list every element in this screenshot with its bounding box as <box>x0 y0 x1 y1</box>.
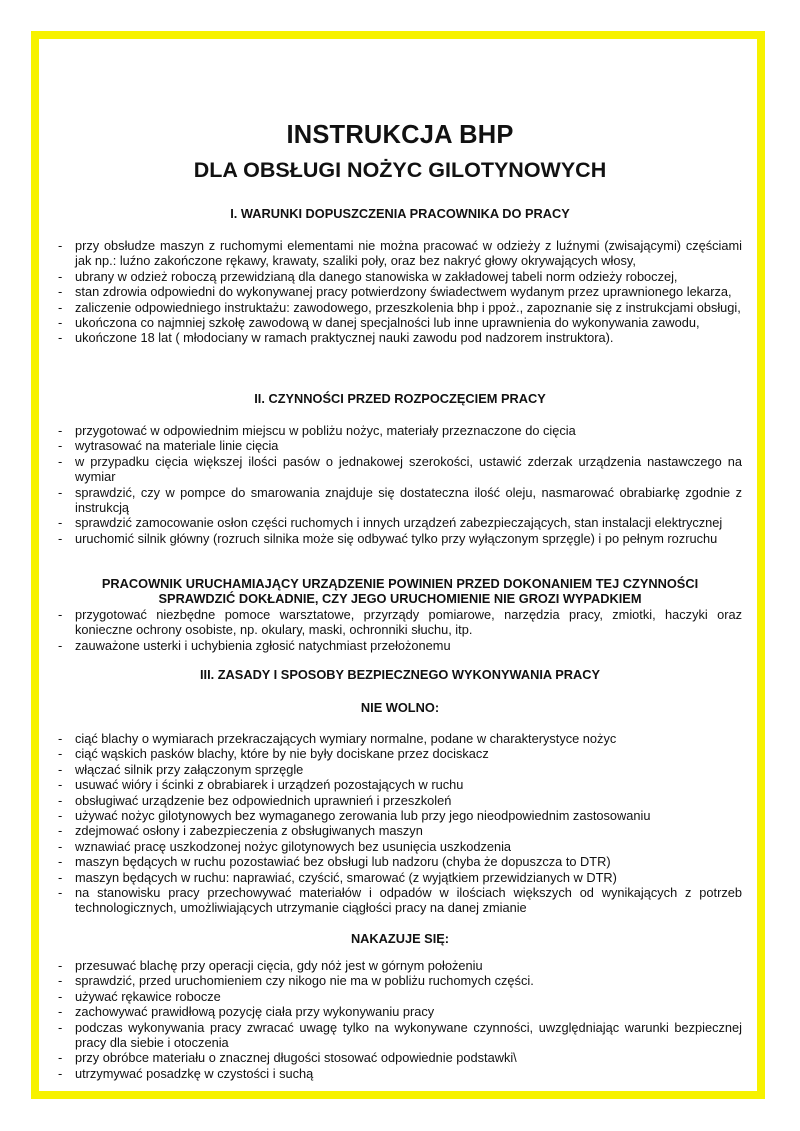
section-1-list <box>58 238 742 346</box>
document-title: INSTRUKCJA BHP <box>286 121 514 149</box>
bullet-dash: - <box>58 761 63 777</box>
list-item: - ubrany w odzież roboczą przewidzianą dla danego stanowiska w zakładowej tabeli norm odzieży roboczej, <box>58 268 678 284</box>
required-list <box>58 958 742 1081</box>
list-item: - sprawdzić, przed uruchomieniem czy nikogo nie ma w pobliżu ruchomych części. <box>58 973 534 989</box>
bullet-dash: - <box>58 453 63 469</box>
list-item: - przygotować niezbędne pomoce warsztatowe, przyrządy pomiarowe, narzędzia pracy, zmiotki, haczyki oraz konieczne ochrony osobiste, np. okulary, maski, ochronniki słuchu, itp. <box>58 607 742 638</box>
forbidden-heading: NIE WOLNO: <box>360 700 440 715</box>
bullet-dash: - <box>58 988 63 1004</box>
bullet-dash: - <box>58 823 63 839</box>
bullet-dash: - <box>58 777 63 793</box>
forbidden-list <box>58 731 742 916</box>
bullet-dash: - <box>58 885 63 901</box>
list-item: - stan zdrowia odpowiedni do wykonywanej pracy potwierdzony świadectwem wydanym przez uprawnionego lekarza, <box>58 284 732 300</box>
bullet-dash: - <box>58 284 63 300</box>
bullet-dash: - <box>58 330 63 346</box>
bullet-dash: - <box>58 973 63 989</box>
bullet-dash: - <box>58 484 63 500</box>
list-item: - utrzymywać posadzkę w czystości i suchą <box>58 1065 314 1081</box>
list-item: - zachowywać prawidłową pozycję ciała przy wykonywaniu pracy <box>58 1004 435 1020</box>
bullet-dash: - <box>58 808 63 824</box>
list-item: - ukończona co najmniej szkołę zawodową w danej specjalności lub inne uprawnienia do wykonywania zawodu, <box>58 315 700 331</box>
bullet-dash: - <box>58 238 63 253</box>
list-item: - ukończone 18 lat ( młodociany w ramach praktycznej nauki zawodu pod nadzorem instruktora). <box>58 330 614 346</box>
list-item: - obsługiwać urządzenie bez odpowiednich uprawnień i przeszkoleń <box>58 792 452 808</box>
bullet-dash: - <box>58 299 63 315</box>
section-2-list <box>58 423 742 546</box>
list-item: - sprawdzić, czy w pompce do smarowania znajduje się dostateczna ilość oleju, nasmarować obrabiarkę zgodnie z instrukcją <box>58 484 742 516</box>
bullet-dash: - <box>58 1050 63 1066</box>
list-item: - w przypadku cięcia większej ilości pasów o jednakowej szerokości, ustawić zderzak urządzenia nastawczego na wymiar <box>58 453 742 485</box>
list-item: - włączać silnik przy załączonym sprzęgle <box>58 761 304 777</box>
bullet-dash: - <box>58 515 63 531</box>
section-2-heading: II. CZYNNOŚCI PRZED ROZPOCZĘCIEM PRACY <box>254 391 546 406</box>
list-item: - zdejmować osłony i zabezpieczenia z obsługiwanych maszyn <box>58 823 423 839</box>
list-item: - przesuwać blachę przy operacji cięcia, gdy nóż jest w górnym położeniu <box>58 958 483 973</box>
list-item: - przygotować w odpowiednim miejscu w pobliżu nożyc, materiały przeznaczone do cięcia <box>58 423 576 438</box>
list-item: - uruchomić silnik główny (rozruch silnika może się odbywać tylko przy wyłączonym sprzęgle) i po pełnym rozruchu <box>58 530 718 546</box>
list-item: - maszyn będących w ruchu: naprawiać, czyścić, smarować (z wyjątkiem przewidzianych w DTR) <box>58 869 617 885</box>
list-item: - używać rękawice robocze <box>58 988 221 1004</box>
list-item: - używać nożyc gilotynowych bez wymaganego zerowania lub przy jego nieodpowiednim zastosowaniu <box>58 808 651 824</box>
bullet-dash: - <box>58 1004 63 1020</box>
document-subtitle: DLA OBSŁUGI NOŻYC GILOTYNOWYCH <box>193 158 607 182</box>
bullet-dash: - <box>58 1019 63 1035</box>
list-item: - wznawiać pracę uszkodzonej nożyc gilotynowych bez usunięcia uszkodzenia <box>58 838 512 854</box>
bullet-dash: - <box>58 958 63 973</box>
bullet-dash: - <box>58 854 63 870</box>
bullet-dash: - <box>58 792 63 808</box>
bullet-dash: - <box>58 268 63 284</box>
warning-line-1: PRACOWNIK URUCHAMIAJĄCY URZĄDZENIE POWINIEN PRZED DOKONANIEM TEJ CZYNNOŚCI <box>101 576 699 591</box>
bullet-dash: - <box>58 731 63 746</box>
bullet-dash: - <box>58 530 63 546</box>
bullet-dash: - <box>58 838 63 854</box>
warning-line-2: SPRAWDZIĆ DOKŁADNIE, CZY JEGO URUCHOMIENIE NIE GROZI WYPADKIEM <box>158 591 642 606</box>
list-item: - przy obsłudze maszyn z ruchomymi elementami nie można pracować w odzieży z luźnymi (zwisającymi) częściami jak np.: luźno zakończone rękawy, krawaty, szaliki poły, oraz bez nakryć głowy okrywających włosy, <box>58 238 742 269</box>
list-item: - zauważone usterki i uchybienia zgłosić natychmiast przełożonemu <box>58 637 451 653</box>
list-item: - ciąć wąskich pasków blachy, które by nie były dociskane przez dociskacz <box>58 746 489 762</box>
bullet-dash: - <box>58 869 63 885</box>
list-item: - zaliczenie odpowiedniego instruktażu: zawodowego, przeszkolenia bhp i ppoż., zapoznanie się z instrukcjami obsługi, <box>58 299 741 315</box>
section-1-heading: I. WARUNKI DOPUSZCZENIA PRACOWNIKA DO PRACY <box>230 206 570 221</box>
section-2-list-after <box>58 607 742 653</box>
bullet-dash: - <box>58 1065 63 1081</box>
required-heading: NAKAZUJE SIĘ: <box>350 931 450 946</box>
list-item: - podczas wykonywania pracy zwracać uwagę tylko na wykonywane czynności, uwzględniając warunki bezpiecznej pracy dla siebie i otoczenia <box>58 1019 742 1051</box>
list-item: - przy obróbce materiału o znacznej długości stosować odpowiednie podstawki\ <box>58 1050 517 1066</box>
bullet-dash: - <box>58 438 63 454</box>
list-item: - ciąć blachy o wymiarach przekraczających wymiary normalne, podane w charakterystyce nożyc <box>58 731 617 746</box>
bullet-dash: - <box>58 315 63 331</box>
list-item: - sprawdzić zamocowanie osłon części ruchomych i innych urządzeń zabezpieczających, stan instalacji elektrycznej <box>58 515 723 531</box>
list-item: - usuwać wióry i ścinki z obrabiarek i urządzeń pozostających w ruchu <box>58 777 464 793</box>
bullet-dash: - <box>58 423 63 438</box>
list-item: - wytrasować na materiale linie cięcia <box>58 438 279 454</box>
section-3-heading: III. ZASADY I SPOSOBY BEZPIECZNEGO WYKONYWANIA PRACY <box>199 667 601 682</box>
bullet-dash: - <box>58 637 63 653</box>
bullet-dash: - <box>58 607 63 622</box>
bullet-dash: - <box>58 746 63 762</box>
list-item: - na stanowisku pracy przechowywać materiałów i odpadów w ilościach większych od wynikających z potrzeb technologicznych, umożliwiających utrzymanie ciągłości pracy na danej zmianie <box>58 885 742 916</box>
list-item: - maszyn będących w ruchu pozostawiać bez obsługi lub nadzoru (chyba że dopuszcza to DTR) <box>58 854 611 870</box>
